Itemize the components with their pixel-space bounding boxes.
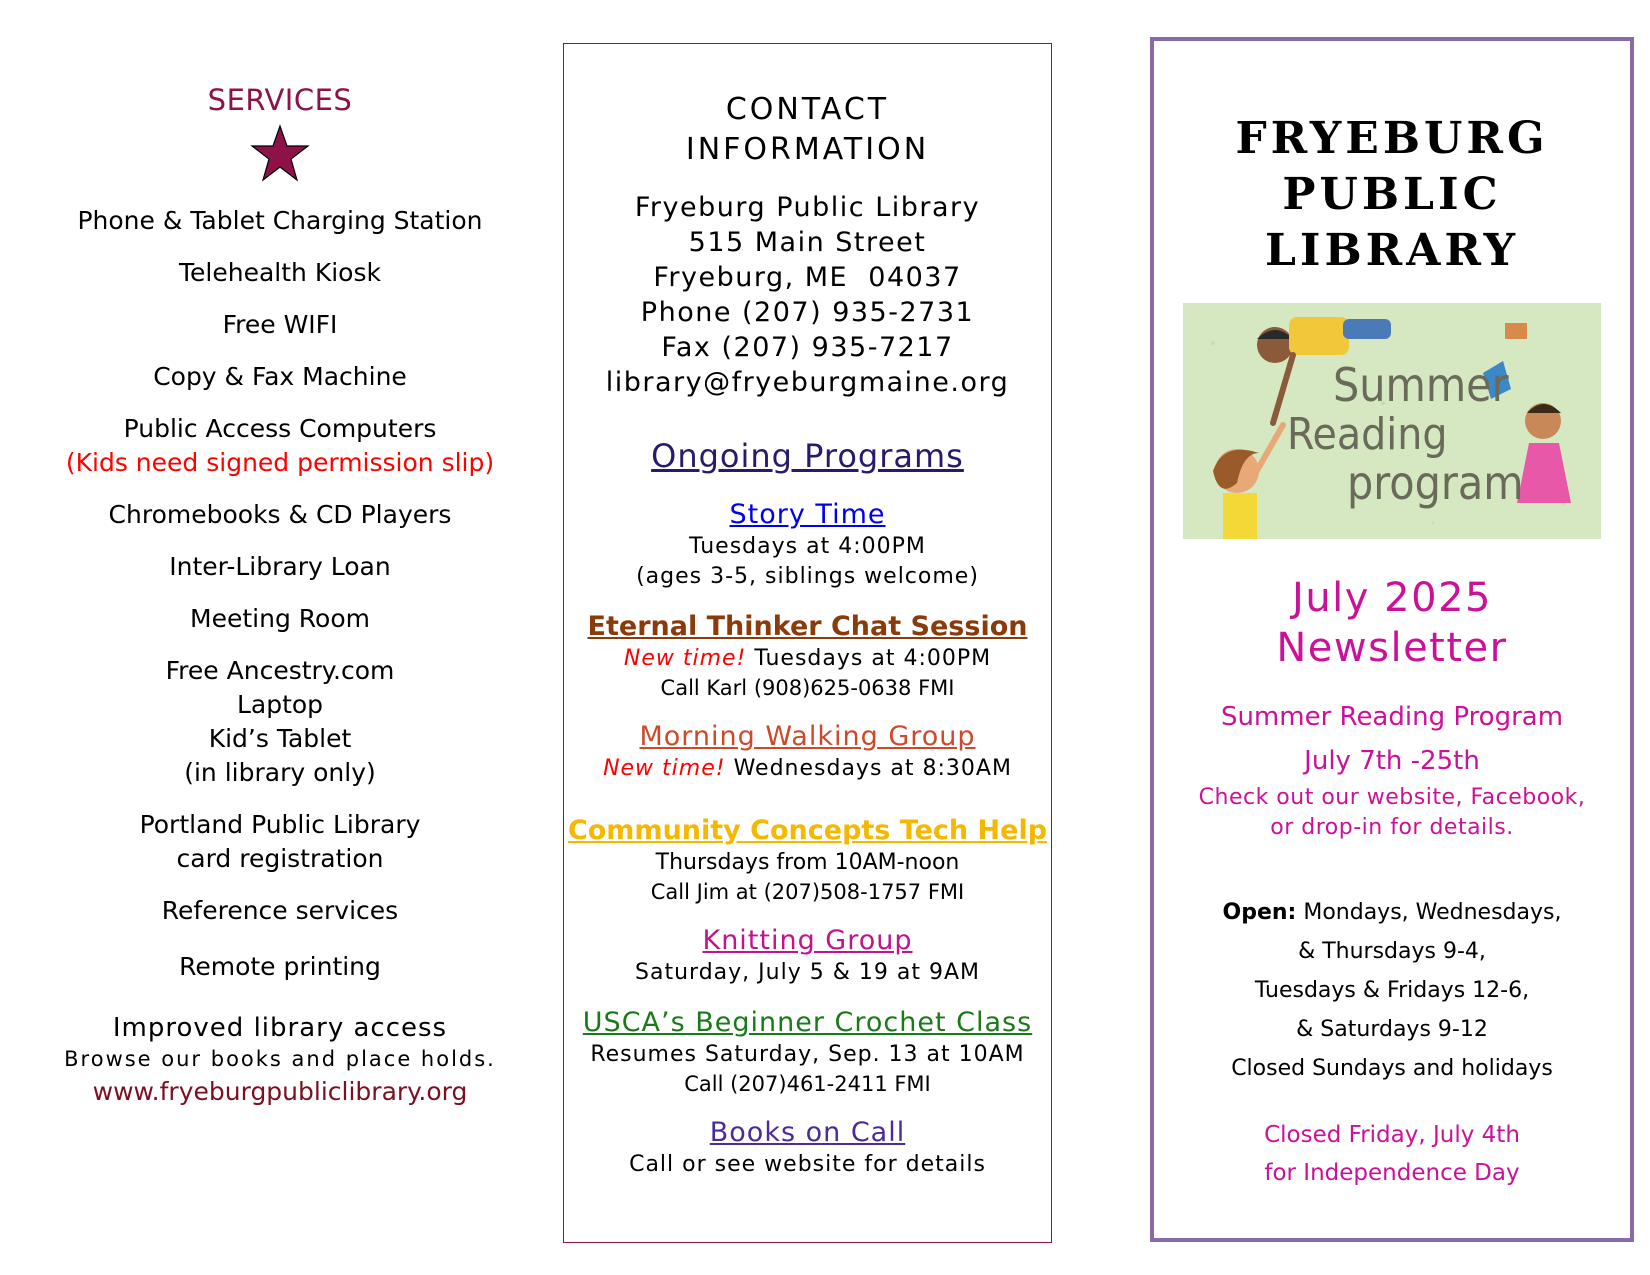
- service-item: Portland Public Library card registration: [139, 810, 421, 873]
- service-item: Inter-Library Loan: [169, 552, 391, 581]
- service-item: Public Access Computers (Kids need signed permission slip): [40, 412, 520, 480]
- services-title: SERVICES: [207, 83, 353, 117]
- svg-text:Summer: Summer: [1333, 358, 1509, 412]
- access-heading: Improved library access: [112, 1013, 448, 1043]
- library-title: FRYEBURG PUBLIC LIBRARY: [1235, 113, 1549, 276]
- summer-reading-banner-image: [1183, 303, 1601, 539]
- program-title: Morning Walking Group: [639, 721, 976, 752]
- program-knitting: Knitting Group Saturday, July 5 & 19 at 9AM: [564, 924, 1051, 988]
- service-item: Telehealth Kiosk: [179, 258, 381, 287]
- newsletter-title: July 2025 Newsletter: [1276, 575, 1508, 671]
- service-item: Remote printing: [179, 952, 381, 981]
- program-title: Eternal Thinker Chat Session: [587, 611, 1028, 642]
- city-state-zip: Fryeburg, ME 04037: [653, 262, 962, 293]
- phone-number: Phone (207) 935-2731: [640, 297, 975, 328]
- service-item: Chromebooks & CD Players: [108, 500, 452, 529]
- services-panel: [40, 80, 520, 1110]
- star-icon: [250, 124, 310, 182]
- access-subtext: Browse our books and place holds.: [64, 1047, 496, 1071]
- library-name: Fryeburg Public Library: [634, 192, 981, 223]
- program-story-time: Story Time Tuesdays at 4:00PM (ages 3-5, siblings welcome): [564, 498, 1051, 592]
- service-item: Free Ancestry.com Laptop Kid’s Tablet (in library only): [165, 656, 395, 787]
- program-community-tech: Community Concepts Tech Help Thursdays from 10AM-noon Call Jim at (207)508-1757 FMI: [564, 814, 1051, 906]
- services-list: [40, 204, 520, 984]
- opening-hours: Open: Mondays, Wednesdays, & Thursdays 9-4, Tuesdays & Fridays 12-6, & Saturdays 9-12 Closed Sundays and holidays: [1222, 900, 1562, 1081]
- website-link[interactable]: www.fryeburgpubliclibrary.org: [92, 1077, 468, 1106]
- contact-details: [564, 190, 1051, 400]
- program-books-on-call: Books on Call Call or see website for details: [564, 1116, 1051, 1180]
- library-access: [40, 1012, 520, 1110]
- new-time-badge: New time!: [623, 646, 747, 671]
- program-title: Story Time: [729, 499, 886, 530]
- program-walking-group: Morning Walking Group New time! Wednesdays at 8:30AM: [564, 720, 1051, 784]
- svg-text:Reading: Reading: [1287, 409, 1448, 460]
- program-title: Community Concepts Tech Help: [567, 815, 1048, 846]
- cover-panel: [1150, 37, 1634, 1242]
- service-item: Meeting Room: [190, 604, 370, 633]
- new-time-badge: New time!: [603, 756, 726, 781]
- program-eternal-thinker: Eternal Thinker Chat Session New time! Tuesdays at 4:00PM Call Karl (908)625-0638 FMI: [564, 610, 1051, 702]
- summer-reading-program: Summer Reading Program July 7th -25th: [1220, 702, 1564, 776]
- service-item: Phone & Tablet Charging Station: [77, 206, 483, 235]
- email-address[interactable]: library@fryeburgmaine.org: [605, 367, 1010, 398]
- program-crochet: USCA’s Beginner Crochet Class Resumes Saturday, Sep. 13 at 10AM Call (207)461-2411 FMI: [564, 1006, 1051, 1098]
- contact-title: CONTACT INFORMATION: [685, 92, 930, 167]
- service-item: Copy & Fax Machine: [153, 362, 407, 391]
- svg-text:program: program: [1347, 456, 1524, 510]
- program-title: USCA’s Beginner Crochet Class: [582, 1007, 1033, 1038]
- service-item: Reference services: [161, 896, 399, 925]
- program-title: Knitting Group: [702, 925, 913, 956]
- street-address: 515 Main Street: [688, 227, 927, 258]
- service-item: Free WIFI: [222, 310, 338, 339]
- holiday-closure-notice: Closed Friday, July 4th for Independence Day: [1264, 1122, 1520, 1186]
- summer-reading-note: Check out our website, Facebook, or drop-in for details.: [1198, 785, 1586, 840]
- ongoing-programs-title: Ongoing Programs: [651, 437, 964, 475]
- program-title: Books on Call: [709, 1117, 906, 1148]
- contact-programs-panel: [563, 43, 1052, 1243]
- hours-label: Open:: [1222, 900, 1297, 925]
- permission-note: (Kids need signed permission slip): [65, 448, 495, 477]
- fax-number: Fax (207) 935-7217: [661, 332, 954, 363]
